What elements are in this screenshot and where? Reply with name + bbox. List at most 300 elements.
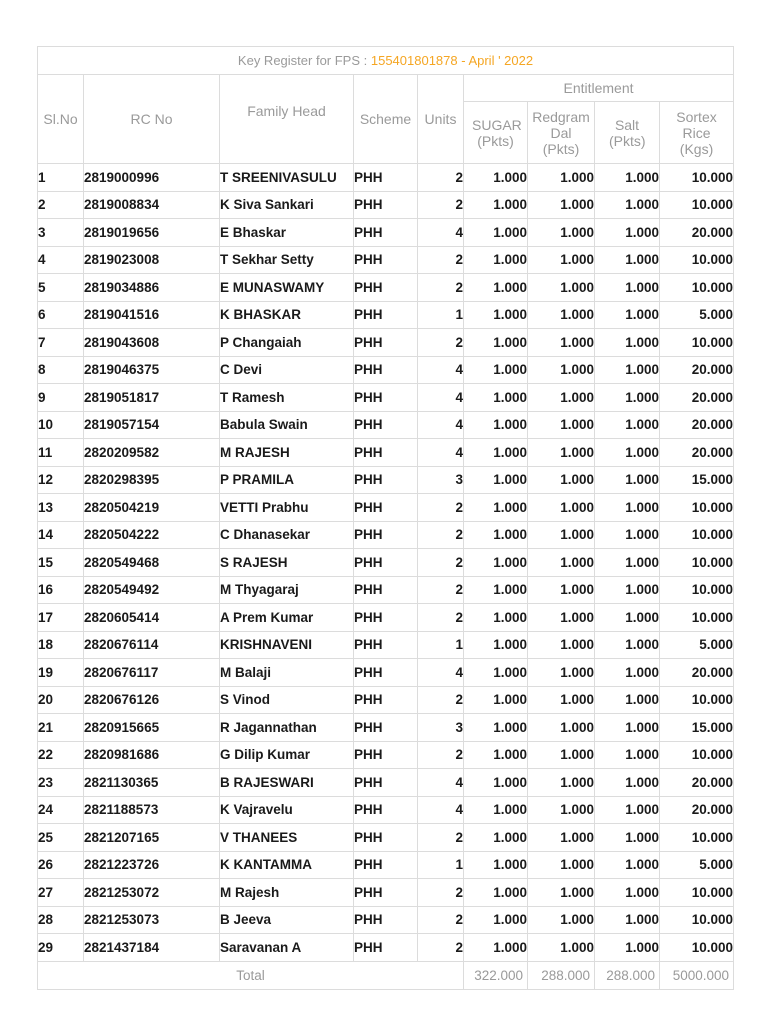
- cell-redgram-dal: 1.000: [528, 439, 595, 467]
- cell-redgram-dal: 1.000: [528, 686, 595, 714]
- cell-units: 2: [418, 191, 464, 219]
- cell-scheme: PHH: [354, 246, 418, 274]
- cell-rcno: 2820504222: [84, 521, 220, 549]
- cell-salt: 1.000: [595, 741, 660, 769]
- cell-redgram-dal: 1.000: [528, 714, 595, 742]
- table-row: [38, 246, 734, 274]
- cell-redgram-dal: 1.000: [528, 164, 595, 192]
- cell-units: 2: [418, 164, 464, 192]
- cell-scheme: PHH: [354, 466, 418, 494]
- col-header-entitlement: Entitlement: [464, 75, 734, 102]
- cell-scheme: PHH: [354, 274, 418, 302]
- cell-units: 2: [418, 521, 464, 549]
- cell-sortex-rice: 10.000: [660, 329, 734, 357]
- cell-rcno: 2820676114: [84, 631, 220, 659]
- cell-family-head: P Changaiah: [220, 329, 354, 357]
- cell-sortex-rice: 10.000: [660, 246, 734, 274]
- cell-scheme: PHH: [354, 604, 418, 632]
- cell-units: 2: [418, 494, 464, 522]
- table-row: [38, 686, 734, 714]
- table-row: [38, 604, 734, 632]
- cell-redgram-dal: 1.000: [528, 246, 595, 274]
- cell-sugar: 1.000: [464, 191, 528, 219]
- cell-redgram-dal: 1.000: [528, 576, 595, 604]
- cell-family-head: G Dilip Kumar: [220, 741, 354, 769]
- table-row: [38, 411, 734, 439]
- cell-rcno: 2819057154: [84, 411, 220, 439]
- cell-salt: 1.000: [595, 521, 660, 549]
- cell-family-head: M RAJESH: [220, 439, 354, 467]
- cell-redgram-dal: 1.000: [528, 769, 595, 797]
- cell-scheme: PHH: [354, 301, 418, 329]
- col-header-rcno: RC No: [84, 75, 220, 164]
- total-sugar: 322.000: [464, 961, 528, 989]
- cell-units: 4: [418, 769, 464, 797]
- cell-salt: 1.000: [595, 659, 660, 687]
- cell-units: 1: [418, 301, 464, 329]
- cell-units: 4: [418, 411, 464, 439]
- table-row: [38, 851, 734, 879]
- cell-salt: 1.000: [595, 301, 660, 329]
- table-row: [38, 549, 734, 577]
- cell-slno: 15: [38, 549, 84, 577]
- cell-sugar: 1.000: [464, 411, 528, 439]
- cell-salt: 1.000: [595, 219, 660, 247]
- cell-units: 2: [418, 686, 464, 714]
- table-row: [38, 191, 734, 219]
- table-row: [38, 521, 734, 549]
- cell-rcno: 2820549468: [84, 549, 220, 577]
- cell-sugar: 1.000: [464, 631, 528, 659]
- cell-scheme: PHH: [354, 439, 418, 467]
- cell-redgram-dal: 1.000: [528, 329, 595, 357]
- cell-units: 4: [418, 439, 464, 467]
- cell-redgram-dal: 1.000: [528, 879, 595, 907]
- cell-salt: 1.000: [595, 604, 660, 632]
- cell-family-head: K BHASKAR: [220, 301, 354, 329]
- cell-redgram-dal: 1.000: [528, 631, 595, 659]
- cell-units: 2: [418, 824, 464, 852]
- cell-redgram-dal: 1.000: [528, 219, 595, 247]
- cell-family-head: Babula Swain: [220, 411, 354, 439]
- cell-sugar: 1.000: [464, 329, 528, 357]
- cell-family-head: K KANTAMMA: [220, 851, 354, 879]
- cell-sugar: 1.000: [464, 686, 528, 714]
- cell-family-head: S RAJESH: [220, 549, 354, 577]
- cell-family-head: S Vinod: [220, 686, 354, 714]
- cell-slno: 25: [38, 824, 84, 852]
- cell-sortex-rice: 10.000: [660, 824, 734, 852]
- cell-slno: 7: [38, 329, 84, 357]
- col-header-units: Units: [418, 75, 464, 164]
- cell-units: 2: [418, 741, 464, 769]
- total-salt: 288.000: [595, 961, 660, 989]
- cell-sortex-rice: 5.000: [660, 851, 734, 879]
- cell-scheme: PHH: [354, 191, 418, 219]
- cell-slno: 22: [38, 741, 84, 769]
- cell-salt: 1.000: [595, 769, 660, 797]
- cell-salt: 1.000: [595, 934, 660, 962]
- cell-units: 2: [418, 906, 464, 934]
- table-row: [38, 769, 734, 797]
- cell-sortex-rice: 20.000: [660, 219, 734, 247]
- cell-sortex-rice: 20.000: [660, 356, 734, 384]
- cell-family-head: V THANEES: [220, 824, 354, 852]
- cell-scheme: PHH: [354, 741, 418, 769]
- cell-sortex-rice: 10.000: [660, 879, 734, 907]
- cell-slno: 4: [38, 246, 84, 274]
- cell-rcno: 2821437184: [84, 934, 220, 962]
- cell-family-head: T Sekhar Setty: [220, 246, 354, 274]
- col-header-sortex-rice: Sortex Rice (Kgs): [660, 102, 734, 164]
- cell-salt: 1.000: [595, 356, 660, 384]
- table-row: [38, 741, 734, 769]
- cell-rcno: 2821253073: [84, 906, 220, 934]
- cell-slno: 12: [38, 466, 84, 494]
- cell-units: 3: [418, 466, 464, 494]
- cell-scheme: PHH: [354, 356, 418, 384]
- cell-family-head: K Vajravelu: [220, 796, 354, 824]
- cell-scheme: PHH: [354, 219, 418, 247]
- cell-sortex-rice: 15.000: [660, 714, 734, 742]
- cell-family-head: M Rajesh: [220, 879, 354, 907]
- cell-scheme: PHH: [354, 879, 418, 907]
- cell-sortex-rice: 10.000: [660, 164, 734, 192]
- cell-redgram-dal: 1.000: [528, 466, 595, 494]
- cell-family-head: E MUNASWAMY: [220, 274, 354, 302]
- table-row: [38, 576, 734, 604]
- cell-family-head: B Jeeva: [220, 906, 354, 934]
- cell-salt: 1.000: [595, 906, 660, 934]
- cell-scheme: PHH: [354, 411, 418, 439]
- cell-slno: 16: [38, 576, 84, 604]
- cell-sugar: 1.000: [464, 219, 528, 247]
- cell-rcno: 2820549492: [84, 576, 220, 604]
- cell-rcno: 2819023008: [84, 246, 220, 274]
- cell-redgram-dal: 1.000: [528, 604, 595, 632]
- cell-sugar: 1.000: [464, 274, 528, 302]
- cell-family-head: KRISHNAVENI: [220, 631, 354, 659]
- cell-sugar: 1.000: [464, 851, 528, 879]
- cell-sortex-rice: 10.000: [660, 934, 734, 962]
- cell-redgram-dal: 1.000: [528, 796, 595, 824]
- cell-slno: 11: [38, 439, 84, 467]
- cell-salt: 1.000: [595, 274, 660, 302]
- table-row: [38, 164, 734, 192]
- cell-redgram-dal: 1.000: [528, 191, 595, 219]
- cell-family-head: B RAJESWARI: [220, 769, 354, 797]
- cell-rcno: 2820915665: [84, 714, 220, 742]
- table-row: [38, 906, 734, 934]
- cell-family-head: E Bhaskar: [220, 219, 354, 247]
- cell-slno: 13: [38, 494, 84, 522]
- cell-rcno: 2819046375: [84, 356, 220, 384]
- register-rows: [38, 164, 734, 962]
- cell-scheme: PHH: [354, 686, 418, 714]
- cell-redgram-dal: 1.000: [528, 934, 595, 962]
- cell-scheme: PHH: [354, 769, 418, 797]
- cell-sugar: 1.000: [464, 796, 528, 824]
- cell-sortex-rice: 5.000: [660, 631, 734, 659]
- cell-rcno: 2821223726: [84, 851, 220, 879]
- col-header-sugar: SUGAR (Pkts): [464, 102, 528, 164]
- table-row: [38, 494, 734, 522]
- cell-rcno: 2819000996: [84, 164, 220, 192]
- cell-slno: 18: [38, 631, 84, 659]
- cell-sortex-rice: 20.000: [660, 384, 734, 412]
- cell-scheme: PHH: [354, 521, 418, 549]
- cell-family-head: C Dhanasekar: [220, 521, 354, 549]
- cell-sortex-rice: 10.000: [660, 686, 734, 714]
- cell-rcno: 2821188573: [84, 796, 220, 824]
- cell-units: 1: [418, 851, 464, 879]
- total-label: Total: [38, 961, 464, 989]
- cell-units: 2: [418, 604, 464, 632]
- cell-salt: 1.000: [595, 851, 660, 879]
- cell-rcno: 2819051817: [84, 384, 220, 412]
- cell-sugar: 1.000: [464, 604, 528, 632]
- cell-sortex-rice: 20.000: [660, 439, 734, 467]
- cell-sortex-rice: 20.000: [660, 769, 734, 797]
- key-register-table: [37, 46, 734, 990]
- cell-salt: 1.000: [595, 686, 660, 714]
- cell-slno: 6: [38, 301, 84, 329]
- cell-sortex-rice: 20.000: [660, 659, 734, 687]
- cell-salt: 1.000: [595, 879, 660, 907]
- cell-scheme: PHH: [354, 631, 418, 659]
- cell-slno: 1: [38, 164, 84, 192]
- cell-redgram-dal: 1.000: [528, 741, 595, 769]
- cell-salt: 1.000: [595, 411, 660, 439]
- cell-sortex-rice: 10.000: [660, 494, 734, 522]
- cell-units: 2: [418, 274, 464, 302]
- cell-units: 4: [418, 796, 464, 824]
- cell-sortex-rice: 20.000: [660, 411, 734, 439]
- cell-rcno: 2819008834: [84, 191, 220, 219]
- table-row: [38, 934, 734, 962]
- cell-salt: 1.000: [595, 329, 660, 357]
- cell-redgram-dal: 1.000: [528, 851, 595, 879]
- total-sortex-rice: 5000.000: [660, 961, 734, 989]
- cell-slno: 14: [38, 521, 84, 549]
- cell-sugar: 1.000: [464, 714, 528, 742]
- table-row: [38, 219, 734, 247]
- cell-family-head: Saravanan A: [220, 934, 354, 962]
- cell-slno: 19: [38, 659, 84, 687]
- cell-scheme: PHH: [354, 549, 418, 577]
- cell-sugar: 1.000: [464, 659, 528, 687]
- cell-units: 2: [418, 549, 464, 577]
- table-row: [38, 356, 734, 384]
- col-header-salt: Salt (Pkts): [595, 102, 660, 164]
- cell-sortex-rice: 10.000: [660, 906, 734, 934]
- table-row: [38, 659, 734, 687]
- cell-salt: 1.000: [595, 714, 660, 742]
- table-row: [38, 466, 734, 494]
- cell-slno: 20: [38, 686, 84, 714]
- table-row: [38, 631, 734, 659]
- cell-family-head: M Balaji: [220, 659, 354, 687]
- cell-sugar: 1.000: [464, 741, 528, 769]
- cell-rcno: 2821253072: [84, 879, 220, 907]
- cell-redgram-dal: 1.000: [528, 549, 595, 577]
- cell-rcno: 2821130365: [84, 769, 220, 797]
- cell-slno: 5: [38, 274, 84, 302]
- table-row: [38, 384, 734, 412]
- totals-row: [38, 961, 734, 989]
- cell-redgram-dal: 1.000: [528, 411, 595, 439]
- cell-sugar: 1.000: [464, 824, 528, 852]
- cell-scheme: PHH: [354, 576, 418, 604]
- cell-slno: 21: [38, 714, 84, 742]
- cell-sugar: 1.000: [464, 356, 528, 384]
- table-row: [38, 274, 734, 302]
- cell-sortex-rice: 10.000: [660, 576, 734, 604]
- cell-slno: 17: [38, 604, 84, 632]
- cell-rcno: 2820209582: [84, 439, 220, 467]
- cell-slno: 26: [38, 851, 84, 879]
- cell-scheme: PHH: [354, 824, 418, 852]
- cell-redgram-dal: 1.000: [528, 384, 595, 412]
- cell-salt: 1.000: [595, 246, 660, 274]
- cell-salt: 1.000: [595, 191, 660, 219]
- cell-sugar: 1.000: [464, 384, 528, 412]
- cell-sugar: 1.000: [464, 494, 528, 522]
- cell-family-head: VETTI Prabhu: [220, 494, 354, 522]
- cell-slno: 10: [38, 411, 84, 439]
- cell-sortex-rice: 20.000: [660, 796, 734, 824]
- col-header-scheme: Scheme: [354, 75, 418, 164]
- cell-salt: 1.000: [595, 796, 660, 824]
- cell-sortex-rice: 10.000: [660, 741, 734, 769]
- cell-slno: 9: [38, 384, 84, 412]
- cell-scheme: PHH: [354, 906, 418, 934]
- cell-units: 4: [418, 219, 464, 247]
- cell-sugar: 1.000: [464, 164, 528, 192]
- cell-sugar: 1.000: [464, 301, 528, 329]
- cell-sugar: 1.000: [464, 576, 528, 604]
- cell-family-head: R Jagannathan: [220, 714, 354, 742]
- cell-units: 2: [418, 576, 464, 604]
- cell-slno: 8: [38, 356, 84, 384]
- cell-rcno: 2819043608: [84, 329, 220, 357]
- cell-family-head: T SREENIVASULU: [220, 164, 354, 192]
- cell-slno: 24: [38, 796, 84, 824]
- cell-scheme: PHH: [354, 384, 418, 412]
- cell-sugar: 1.000: [464, 466, 528, 494]
- cell-salt: 1.000: [595, 164, 660, 192]
- cell-slno: 28: [38, 906, 84, 934]
- cell-units: 4: [418, 384, 464, 412]
- cell-sortex-rice: 10.000: [660, 521, 734, 549]
- table-row: [38, 824, 734, 852]
- cell-rcno: 2820676117: [84, 659, 220, 687]
- cell-family-head: P PRAMILA: [220, 466, 354, 494]
- cell-redgram-dal: 1.000: [528, 906, 595, 934]
- cell-scheme: PHH: [354, 329, 418, 357]
- cell-rcno: 2820605414: [84, 604, 220, 632]
- cell-slno: 29: [38, 934, 84, 962]
- col-header-slno: Sl.No: [38, 75, 84, 164]
- register-title: [38, 47, 734, 75]
- cell-salt: 1.000: [595, 631, 660, 659]
- cell-sugar: 1.000: [464, 769, 528, 797]
- cell-redgram-dal: 1.000: [528, 274, 595, 302]
- cell-salt: 1.000: [595, 384, 660, 412]
- cell-sortex-rice: 5.000: [660, 301, 734, 329]
- cell-salt: 1.000: [595, 466, 660, 494]
- cell-sortex-rice: 15.000: [660, 466, 734, 494]
- table-row: [38, 796, 734, 824]
- table-row: [38, 301, 734, 329]
- title-fps-period: 155401801878 - April ' 2022: [370, 53, 534, 68]
- cell-sugar: 1.000: [464, 879, 528, 907]
- cell-units: 2: [418, 934, 464, 962]
- cell-rcno: 2820504219: [84, 494, 220, 522]
- cell-rcno: 2821207165: [84, 824, 220, 852]
- cell-scheme: PHH: [354, 796, 418, 824]
- cell-salt: 1.000: [595, 494, 660, 522]
- cell-slno: 3: [38, 219, 84, 247]
- cell-sugar: 1.000: [464, 246, 528, 274]
- table-row: [38, 439, 734, 467]
- cell-sugar: 1.000: [464, 549, 528, 577]
- cell-rcno: 2820298395: [84, 466, 220, 494]
- cell-rcno: 2819034886: [84, 274, 220, 302]
- total-redgram-dal: 288.000: [528, 961, 595, 989]
- cell-redgram-dal: 1.000: [528, 301, 595, 329]
- cell-units: 2: [418, 329, 464, 357]
- cell-sortex-rice: 10.000: [660, 549, 734, 577]
- cell-salt: 1.000: [595, 439, 660, 467]
- table-row: [38, 879, 734, 907]
- cell-slno: 2: [38, 191, 84, 219]
- cell-scheme: PHH: [354, 934, 418, 962]
- cell-units: 2: [418, 246, 464, 274]
- cell-rcno: 2819019656: [84, 219, 220, 247]
- title-prefix: Key Register for FPS :: [237, 53, 371, 68]
- col-header-family-head: Family Head: [220, 75, 354, 164]
- col-header-redgram-dal: Redgram Dal (Pkts): [528, 102, 595, 164]
- cell-sugar: 1.000: [464, 521, 528, 549]
- cell-salt: 1.000: [595, 824, 660, 852]
- cell-salt: 1.000: [595, 576, 660, 604]
- cell-sugar: 1.000: [464, 439, 528, 467]
- cell-sugar: 1.000: [464, 906, 528, 934]
- cell-units: 4: [418, 356, 464, 384]
- cell-redgram-dal: 1.000: [528, 824, 595, 852]
- cell-sortex-rice: 10.000: [660, 604, 734, 632]
- cell-units: 2: [418, 879, 464, 907]
- cell-sugar: 1.000: [464, 934, 528, 962]
- cell-slno: 23: [38, 769, 84, 797]
- cell-units: 1: [418, 631, 464, 659]
- table-row: [38, 329, 734, 357]
- cell-units: 4: [418, 659, 464, 687]
- cell-rcno: 2820981686: [84, 741, 220, 769]
- cell-scheme: PHH: [354, 659, 418, 687]
- cell-redgram-dal: 1.000: [528, 659, 595, 687]
- cell-salt: 1.000: [595, 549, 660, 577]
- cell-sortex-rice: 10.000: [660, 191, 734, 219]
- cell-sortex-rice: 10.000: [660, 274, 734, 302]
- cell-units: 3: [418, 714, 464, 742]
- cell-scheme: PHH: [354, 164, 418, 192]
- cell-redgram-dal: 1.000: [528, 356, 595, 384]
- cell-family-head: T Ramesh: [220, 384, 354, 412]
- cell-scheme: PHH: [354, 851, 418, 879]
- cell-rcno: 2819041516: [84, 301, 220, 329]
